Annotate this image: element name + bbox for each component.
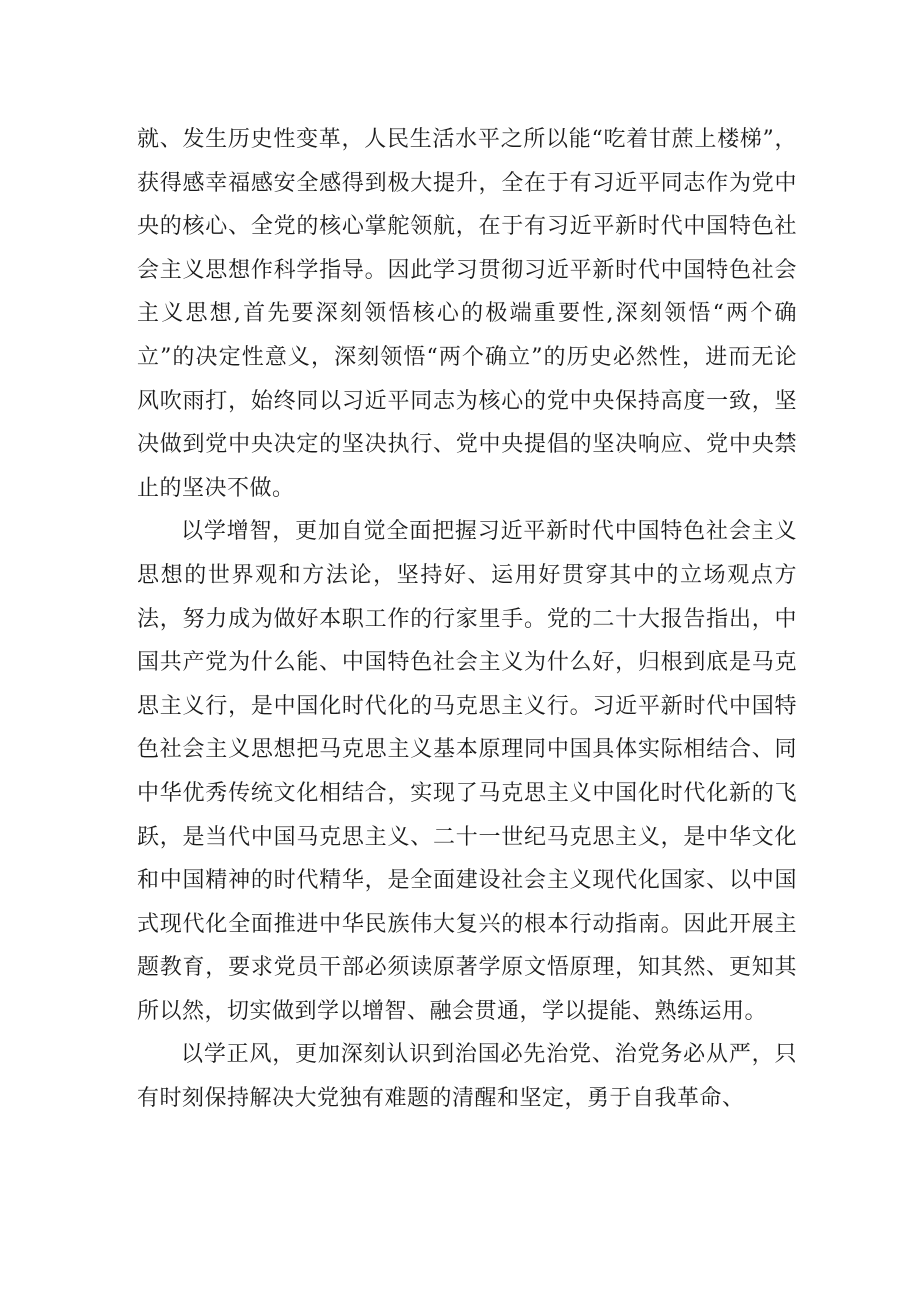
paragraph-3: 以学正风，更加深刻认识到治国必先治党、治党务必从严，只有时刻保持解决大党独有难题的清醒和坚定，勇于自我革命、 (137, 1042, 797, 1112)
document-body (137, 118, 797, 1121)
paragraph-1: 就、发生历史性变革，人民生活水平之所以能“吃着甘蔗上楼梯”，获得感幸福感安全感得到极大提升，全在于有习近平同志作为党中央的核心、全党的核心掌舵领航，在于有习近平新时代中国特色社会主义思想作科学指导。因此学习贯彻习近平新时代中国特色社会主义思想,首先要深刻领悟核心的极端重要性,深刻领悟“两个确立”的决定性意义，深刻领悟“两个确立”的历史必然性，进而无论风吹雨打，始终同以习近平同志为核心的党中央保持高度一致，坚决做到党中央决定的坚决执行、党中央提倡的坚决响应、党中央禁止的坚决不做。 (137, 127, 797, 501)
paragraph-2: 以学增智，更加自觉全面把握习近平新时代中国特色社会主义思想的世界观和方法论，坚持好、运用好贯穿其中的立场观点方法，努力成为做好本职工作的行家里手。党的二十大报告指出，中国共产党为什么能、中国特色社会主义为什么好，归根到底是马克思主义行，是中国化时代化的马克思主义行。习近平新时代中国特色社会主义思想把马克思主义基本原理同中国具体实际相结合、同中华优秀传统文化相结合，实现了马克思主义中国化时代化新的飞跃，是当代中国马克思主义、二十一世纪马克思主义，是中华文化和中国精神的时代精华，是全面建设社会主义现代化国家、以中国式现代化全面推进中华民族伟大复兴的根本行动指南。因此开展主题教育，要求党员干部必须读原著学原文悟原理，知其然、更知其所以然，切实做到学以增智、融会贯通，学以提能、熟练运用。 (137, 519, 797, 1024)
